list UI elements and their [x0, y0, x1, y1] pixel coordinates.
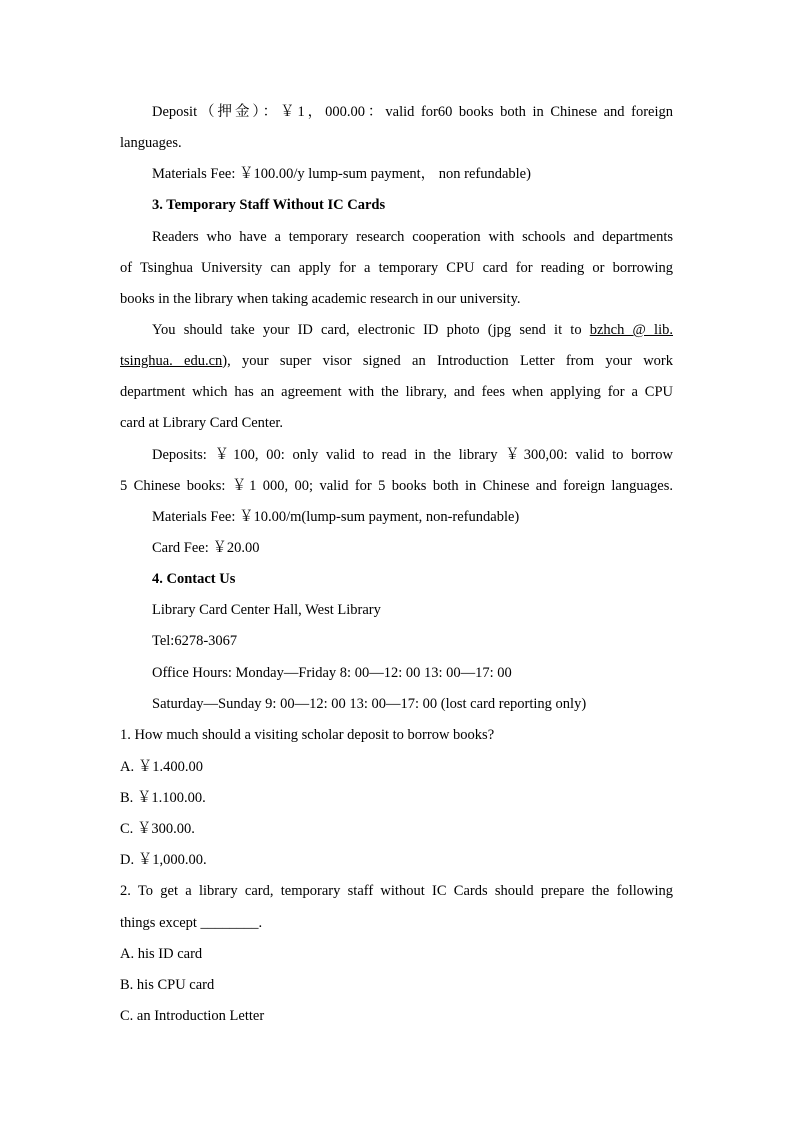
question-2-line-2: things except ________. [120, 915, 263, 931]
question-1: 1. How much should a visiting scholar deposit to borrow books? [120, 727, 495, 743]
weekend-hours: Saturday—Sunday 9: 00—12: 00 13: 00—17: 00 (lost card reporting only) [152, 696, 587, 712]
contact-phone: Tel:6278-3067 [152, 633, 238, 649]
materials-fee-line-2: Materials Fee: ￥10.00/m(lump-sum payment, non-refundable) [152, 509, 520, 525]
instructions-line-4: card at Library Card Center. [120, 415, 284, 431]
question-1-option: C. ￥300.00. [120, 821, 195, 837]
question-2-option: A. his ID card [120, 946, 203, 962]
instructions-line-2 [120, 351, 673, 371]
instructions-text: ), your super visor signed an Introduction Letter from your work [222, 353, 673, 369]
question-1-option: D. ￥1,000.00. [120, 852, 207, 868]
question-2-option: C. an Introduction Letter [120, 1008, 265, 1024]
deposit-line-1: Deposit（押金）：￥1，000.00：valid for60 books both in Chinese and foreign [152, 104, 673, 120]
deposit-line-2: languages. [120, 135, 182, 151]
office-hours: Office Hours: Monday—Friday 8: 00—12: 00 13: 00—17: 00 [152, 665, 512, 681]
card-fee-line: Card Fee: ￥20.00 [152, 540, 260, 556]
email-link-part-2[interactable]: tsinghua. edu.cn [120, 353, 223, 369]
instructions-line-3: department which has an agreement with the library, and fees when applying for a CPU [120, 384, 673, 400]
instructions-text: You should take your ID card, electronic ID photo (jpg send it to [152, 322, 582, 338]
question-2-option: B. his CPU card [120, 977, 215, 993]
email-link-part-1[interactable]: bzhch @ lib. [589, 322, 673, 338]
question-1-option: B. ￥1.100.00. [120, 790, 206, 806]
section-3-heading: 3. Temporary Staff Without IC Cards [152, 197, 386, 213]
section-4-heading: 4. Contact Us [152, 571, 236, 587]
instructions-line-1 [152, 320, 673, 340]
materials-fee-line: Materials Fee: ￥100.00/y lump-sum payment， non refundable) [152, 166, 531, 182]
deposits-line-1: Deposits: ￥100, 00: only valid to read in the library ￥300,00: valid to borrow [152, 447, 673, 463]
question-2-line-1: 2. To get a library card, temporary staff without IC Cards should prepare the following [120, 883, 673, 899]
section-3-paragraph-line: books in the library when taking academic research in our university. [120, 291, 521, 307]
section-3-paragraph-line: Readers who have a temporary research cooperation with schools and departments [152, 229, 673, 245]
deposits-line-2: 5 Chinese books: ￥1 000, 00; valid for 5 books both in Chinese and foreign languages. [120, 478, 673, 494]
section-3-paragraph-line: of Tsinghua University can apply for a temporary CPU card for reading or borrowing [120, 260, 673, 276]
contact-location: Library Card Center Hall, West Library [152, 602, 381, 618]
question-1-option: A. ￥1.400.00 [120, 759, 203, 775]
